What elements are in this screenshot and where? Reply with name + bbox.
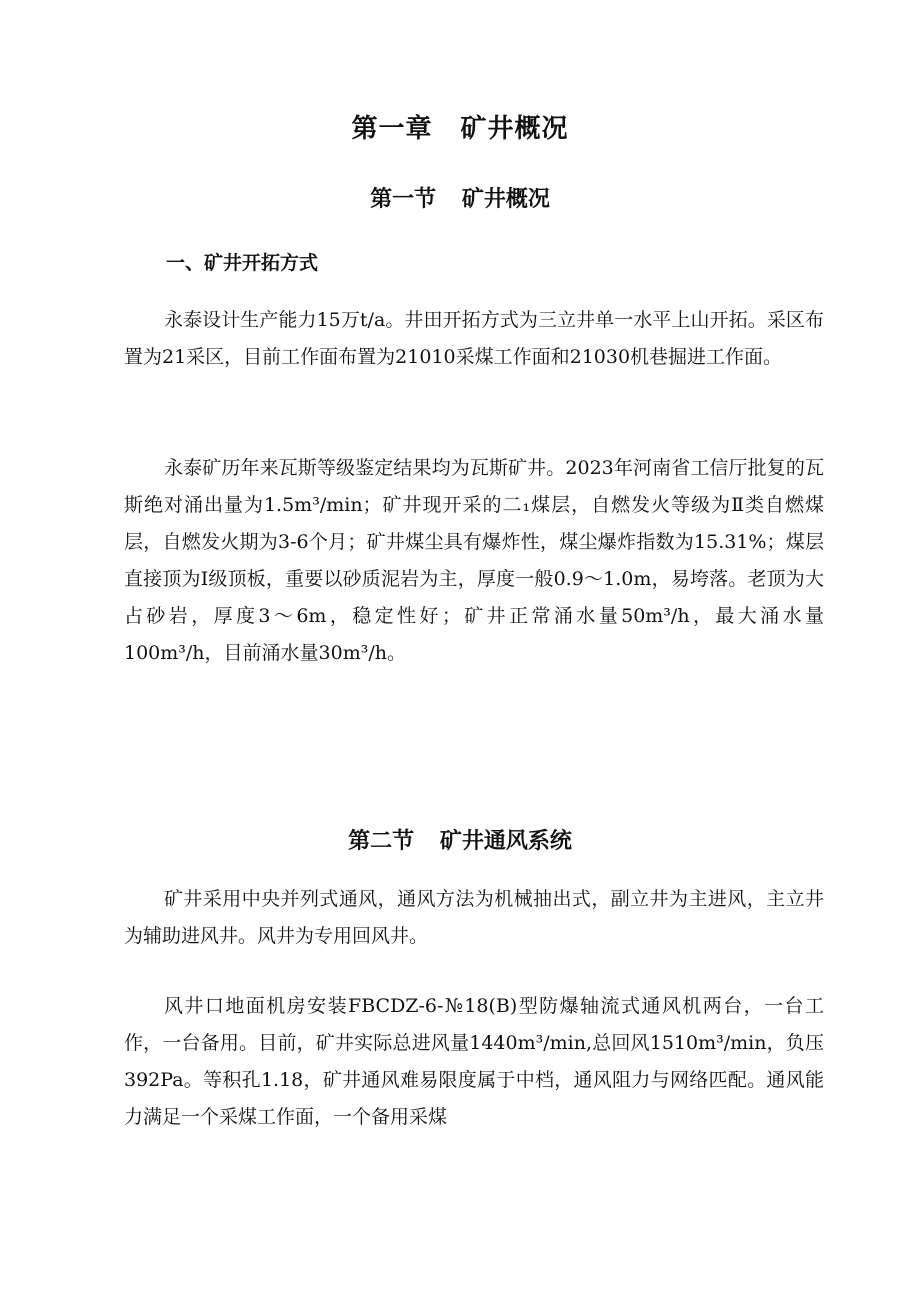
chapter-title: 第一章 矿井概况 xyxy=(351,114,569,144)
paragraph-gas-coal-roof-water: 永泰矿历年来瓦斯等级鉴定结果均为瓦斯矿井。2023年河南省工信厅批复的瓦斯绝对涌出量为1.5m³/min；矿井现开采的二₁煤层，自燃发火等级为Ⅱ类自燃煤层，自燃发火期为3-6个月；矿井煤尘具有爆炸性，煤尘爆炸指数为15.31%；煤层直接顶为Ⅰ级顶板，重要以砂质泥岩为主，厚度一般0.9～1.0m，易垮落。老顶为大占砂岩，厚度3～6m，稳定性好；矿井正常涌水量50m³/h，最大涌水量100m³/h，目前涌水量30m³/h。 xyxy=(124,457,824,664)
section-title-ventilation-system: 第二节 矿井通风系统 xyxy=(348,828,572,854)
subheading-development-method: 一、矿井开拓方式 xyxy=(166,252,319,274)
paragraph-fan-parameters: 风井口地面机房安装FBCDZ-6-№18(B)型防爆轴流式通风机两台，一台工作，一台备用。目前，矿井实际总进风量1440m³/min,总回风1510m³/min，负压392Pa。等积孔1.18，矿井通风难易限度属于中档，通风阻力与网络匹配。通风能力满足一个采煤工作面，一个备用采煤 xyxy=(124,995,824,1128)
paragraph-capacity-development: 永泰设计生产能力15万t/a。井田开拓方式为三立井单一水平上山开拓。采区布置为21采区，目前工作面布置为21010采煤工作面和21030机巷掘进工作面。 xyxy=(124,309,824,368)
paragraph-ventilation-method: 矿井采用中央并列式通风，通风方法为机械抽出式，副立井为主进风，主立井为辅助进风井。风井为专用回风井。 xyxy=(124,888,824,947)
section-title-mine-overview: 第一节 矿井概况 xyxy=(370,186,550,212)
